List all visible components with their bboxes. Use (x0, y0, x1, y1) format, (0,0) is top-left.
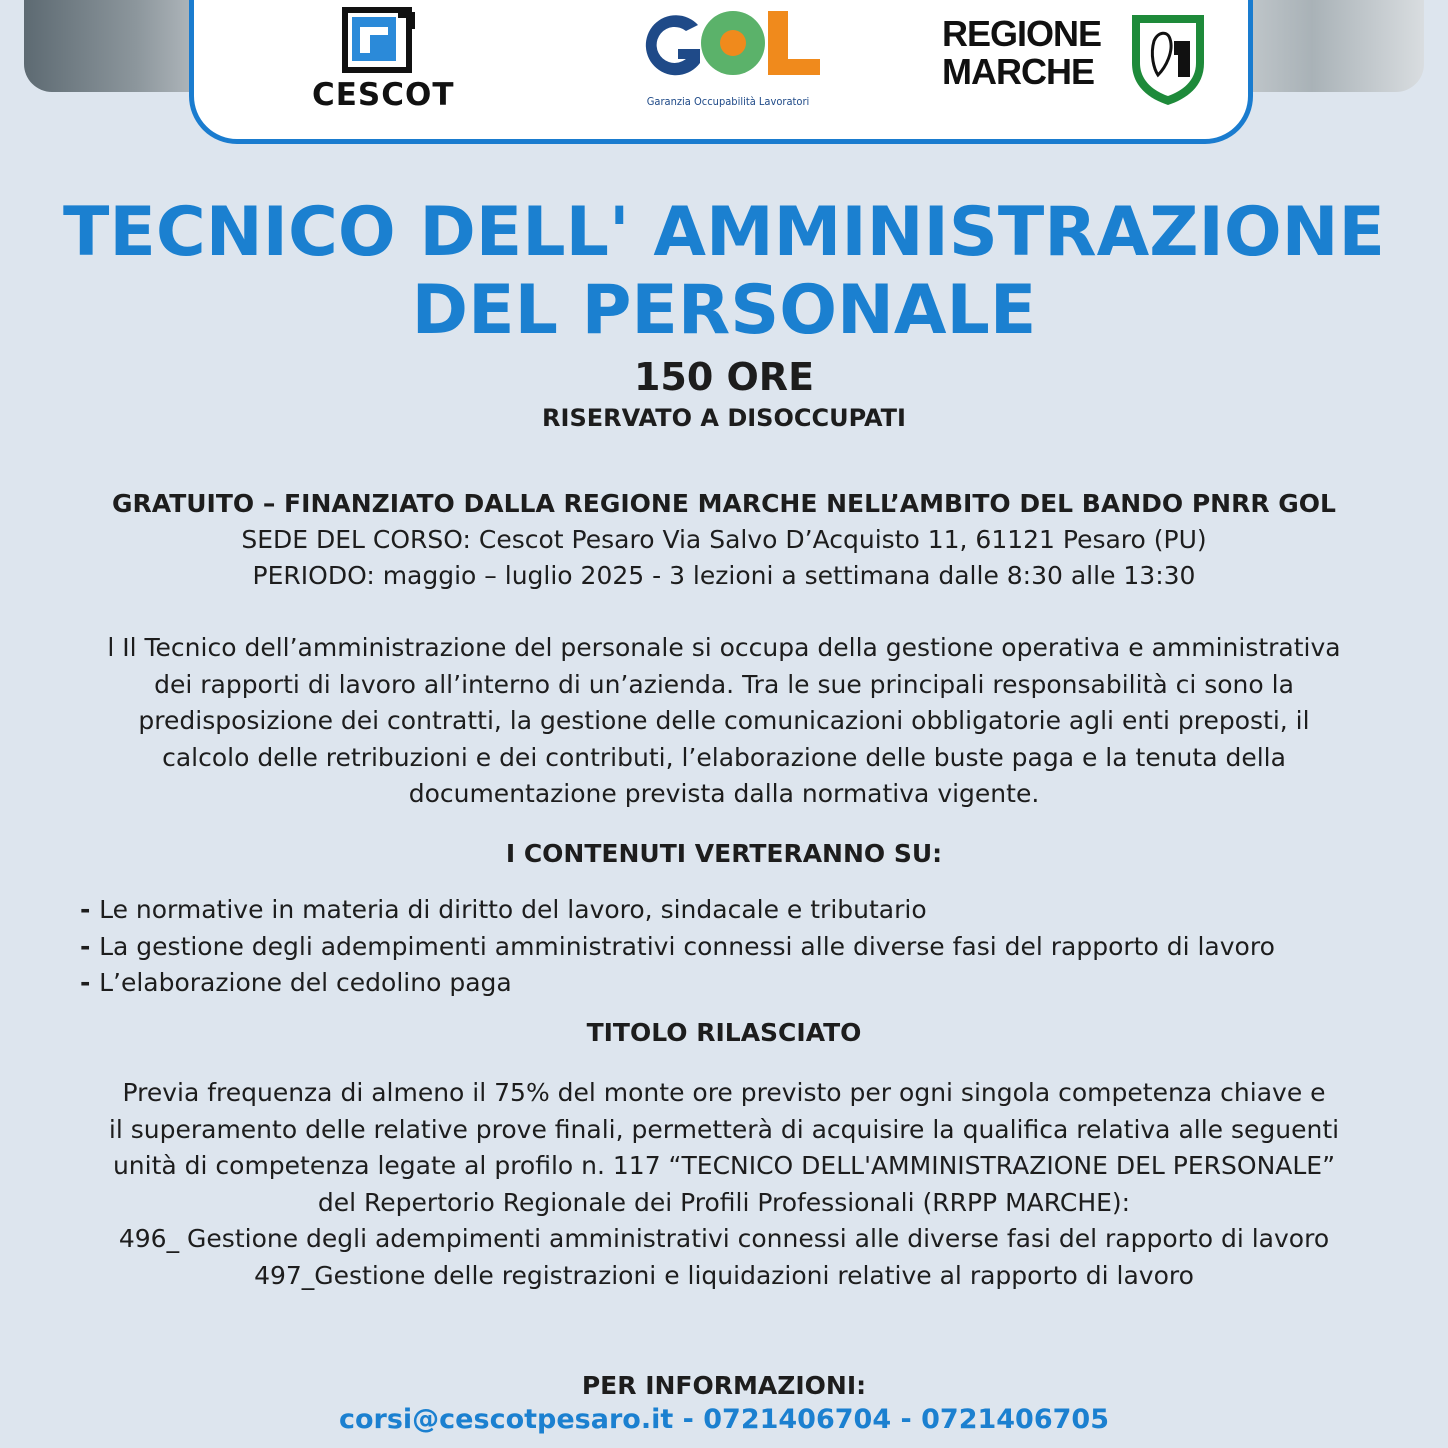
course-location: SEDE DEL CORSO: Cescot Pesaro Via Salvo D’Acquisto 11, 61121 Pesaro (PU) (241, 525, 1207, 554)
description-line: calcolo delle retribuzioni e dei contributi, l’elaborazione delle buste paga e la tenuta della (162, 742, 1286, 772)
info-heading: PER INFORMAZIONI: (581, 1371, 867, 1400)
regione-logo-line1: REGIONE (942, 13, 1102, 54)
gol-logo-subtitle: Garanzia Occupabilità Lavoratori (646, 95, 810, 108)
description-line: documentazione prevista dalla normativa vigente. (408, 779, 1040, 808)
course-title (0, 194, 1448, 350)
titolo-line: Previa frequenza di almeno il 75% del monte ore previsto per ogni singola competenza chiave e (122, 1078, 1326, 1107)
contents-list (80, 892, 1380, 1002)
target-audience: RISERVATO A DISOCCUPATI (542, 404, 906, 432)
description-line: predisposizione dei contratti, la gestione delle comunicazioni obbligatorie agli enti preposti, il (138, 706, 1310, 735)
course-title-line1: TECNICO DELL' AMMINISTRAZIONE (63, 193, 1385, 272)
list-item: - L’elaborazione del cedolino paga (80, 965, 1380, 1002)
regione-logo-text (942, 15, 1101, 91)
cescot-logo (312, 5, 455, 115)
cescot-emblem-icon (312, 5, 442, 77)
gol-logo (628, 5, 828, 117)
course-hours: 150 ORE (633, 355, 815, 399)
gol-emblem-icon (628, 5, 828, 93)
logo-banner (189, 0, 1253, 144)
competence-unit-497: 497_Gestione delle registrazioni e liquidazioni relative al rapporto di lavoro (254, 1260, 1194, 1290)
titolo-line: unità di competenza legate al profilo n. 117 “TECNICO DELL'AMMINISTRAZIONE DEL PERSONALE” (112, 1151, 1336, 1180)
description-line: dei rapporti di lavoro all’interno di un’azienda. Tra le sue principali responsabilità ci sono la (154, 669, 1294, 699)
regione-logo-line2: MARCHE (942, 51, 1094, 92)
funding-info: GRATUITO – FINANZIATO DALLA REGIONE MARCHE NELL’AMBITO DEL BANDO PNRR GOL (112, 489, 1336, 518)
regione-shield-icon (1128, 11, 1208, 107)
course-description (40, 630, 1408, 813)
titolo-description (40, 1075, 1408, 1294)
list-item: - Le normative in materia di diritto del lavoro, sindacale e tributario (80, 892, 1380, 929)
list-item: - La gestione degli adempimenti amministrativi connessi alle diverse fasi del rapporto di lavoro (80, 929, 1380, 966)
course-title-line2: DEL PERSONALE (411, 271, 1037, 350)
description-line: l Il Tecnico dell’amministrazione del personale si occupa della gestione operativa e amministrativa (107, 633, 1341, 662)
regione-marche-logo (942, 11, 1212, 111)
cescot-logo-text: CESCOT (312, 77, 455, 113)
course-period: PERIODO: maggio – luglio 2025 - 3 lezioni a settimana dalle 8:30 alle 13:30 (252, 561, 1196, 590)
titolo-line: del Repertorio Regionale dei Profili Professionali (RRPP MARCHE): (317, 1187, 1131, 1217)
competence-unit-496: 496_ Gestione degli adempimenti amministrativi connessi alle diverse fasi del rapporto di lavoro (118, 1224, 1330, 1253)
titolo-heading: TITOLO RILASCIATO (586, 1018, 862, 1047)
contact-details: corsi@cescotpesaro.it - 0721406704 - 0721406705 (338, 1404, 1109, 1435)
titolo-line: il superamento delle relative prove finali, permetterà di acquisire la qualifica relativa alle seguenti (108, 1114, 1340, 1144)
contents-heading: I CONTENUTI VERTERANNO SU: (505, 839, 943, 868)
